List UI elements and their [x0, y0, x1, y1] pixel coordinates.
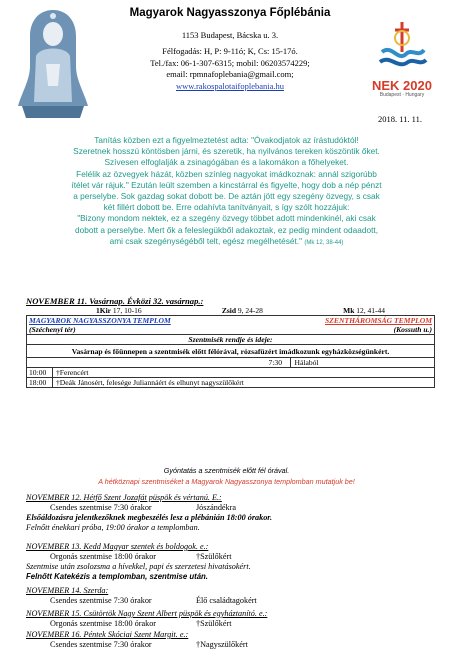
- mass-order-title: Szentmisék rendje és ideje:: [27, 335, 435, 345]
- quote-reference: (Mk 12, 38-44): [304, 239, 344, 246]
- church-1-name: MAGYAROK NAGYASSZONYA TEMPLOM: [29, 316, 171, 325]
- church-2-address: (Kossuth u.): [393, 325, 432, 334]
- mass-row: 10:00 †Ferencért: [27, 368, 435, 378]
- contact-info: [100, 46, 360, 92]
- day-title: NOVEMBER 15. Csütörtök Nagy Szent Albert püspök és egyháztanító. e.:: [26, 609, 268, 618]
- phone-numbers: Tel./fax: 06-1-307-6315; mobil: 06203574229;: [150, 57, 310, 68]
- website-link[interactable]: www.rakospalotaifoplebania.hu: [175, 80, 285, 91]
- quote-line: ami csak szegénységéből telt, egész megélhetését." (Mk 12, 38-44): [109, 235, 344, 246]
- mass-row: 7:30 Hálaból: [27, 358, 435, 368]
- nek-2020-logo: [362, 18, 442, 98]
- office-hours: Félfogadás: H, P: 9-11ó; K, Cs: 15-17ó.: [162, 46, 298, 56]
- mass-schedule-table: [26, 315, 435, 388]
- day-thursday: [26, 609, 441, 629]
- day-monday: [26, 493, 441, 533]
- quote-line: "Bizony mondom nektek, ez a szegény özvegy többet adott mindenkinél, aki csak: [77, 213, 376, 224]
- nek-title: NEK 2020: [372, 78, 432, 93]
- quote-line: ítélet vár rájuk." Ezután leült szemben a kincstárral és figyelte, hogy dob a nép pénzt: [71, 179, 382, 190]
- day-note: Szentmise után zsolozsma a hívekkel, papi és szerzetesi hivatásokért.: [26, 562, 251, 571]
- day-title: NOVEMBER 12. Hétfő Szent Jozafát püspök és vértanú. E.:: [26, 493, 222, 502]
- day-title: NOVEMBER 13. Kedd Magyar szentek és boldogok. e.:: [26, 542, 209, 551]
- email-address: email: rpmnafoplebania@gmail.com;: [166, 69, 294, 79]
- reading-3: Mk 12, 41-44: [343, 306, 385, 315]
- quote-line: Szeretnek hosszú köntösben járni, és szeretik, ha nyilvános tereken köszöntik őket.: [73, 146, 380, 157]
- day-note: Felnőtt énekkari próba, 19:00 órakor a templomban.: [26, 523, 200, 532]
- church-names-row: [27, 316, 435, 326]
- mass-row: Csendes szentmise 7:30 órakor †Nagyszülőkért: [50, 640, 248, 649]
- mass-row: Orgonás szentmise 18:00 órakor †Szülőkért: [50, 552, 232, 561]
- gospel-quote: [16, 135, 437, 249]
- sunday-title: NOVEMBER 11. Vasárnap. Évközi 32. vasárnap.:: [26, 296, 204, 306]
- quote-line: Tanítás közben ezt a figyelmeztetést adta: "Óvakodjatok az írástudóktól!: [94, 135, 359, 145]
- reading-1: 1Kir 17, 10-16: [96, 306, 142, 315]
- parish-emblem-logo: [8, 6, 98, 122]
- day-note: Elsőáldozásra jelentkezőknek megbeszélés lesz a plébánián 18:00 órakor.: [26, 513, 273, 522]
- day-friday: [26, 630, 441, 650]
- church-2-name: SZENTHÁROMSÁG TEMPLOM: [325, 316, 432, 325]
- quote-line: a perselybe. Sok gazdag sokat dobott be. De aztán jött egy szegény özvegy, s csak: [73, 191, 380, 202]
- church-1-address: (Széchenyi tér): [29, 325, 76, 334]
- church-addresses-row: [27, 325, 435, 335]
- quote-line: két fillért dobott be. Erre odahívta tanítványait, s így szólt hozzájuk:: [103, 202, 350, 213]
- quote-line: dobott a perselybe. Mert ők a feleslegükből adakoztak, ez pedig mindent odaadott,: [74, 224, 379, 235]
- cross-wave-icon: [362, 18, 442, 74]
- reading-2: Zsid 9, 24-28: [221, 306, 263, 315]
- day-wednesday: [26, 586, 441, 606]
- mass-row: Csendes szentmise 7:30 órakor Élő családtagokért: [50, 596, 257, 605]
- parish-address: 1153 Budapest, Bácska u. 3.: [181, 30, 279, 40]
- parish-header: [100, 6, 360, 92]
- parish-name: Magyarok Nagyasszonya Főplébánia: [129, 7, 331, 19]
- sunday-schedule: [26, 296, 435, 388]
- day-title: NOVEMBER 14. Szerda:: [26, 586, 109, 595]
- rosary-note: Vasárnap és főünnepen a szentmisék előtt félórával, rózsafüzért imádkozunk egyházközségünkért.: [27, 345, 435, 358]
- mass-row: 18:00 †Deák Jánosért, felesége Juliannáért és elhunyt nagyszülőkért: [27, 378, 435, 388]
- day-note: Felnőtt Katekézis a templomban, szentmise után.: [26, 572, 208, 581]
- day-title: NOVEMBER 16. Péntek Skóciai Szent Margit. e.:: [26, 630, 189, 639]
- nek-subtitle: Budapest · Hungary: [379, 92, 425, 98]
- weekday-mass-note: A hétköznapi szentmiséket a Magyarok Nagyasszonya templomban mutatjuk be!: [98, 477, 355, 486]
- sunday-readings: [26, 306, 435, 315]
- quote-line: Szívesen elfoglalják a zsinagógában és a lakomákon a főhelyeket.: [104, 157, 349, 168]
- mass-row: Csendes szentmise 7:30 órakor Jószándékra: [50, 503, 237, 512]
- quote-line: Felélik az özvegyek házát, közben színleg nagyokat imádkoznak: annál szigorúbb: [76, 168, 377, 179]
- day-tuesday: [26, 542, 441, 582]
- mass-row: Orgonás szentmise 18:00 órakor †Szülőkért: [50, 619, 232, 628]
- confession-note: Gyóntatás a szentmisék előtt fél órával.: [163, 466, 290, 475]
- bulletin-date: 2018. 11. 11.: [378, 114, 422, 124]
